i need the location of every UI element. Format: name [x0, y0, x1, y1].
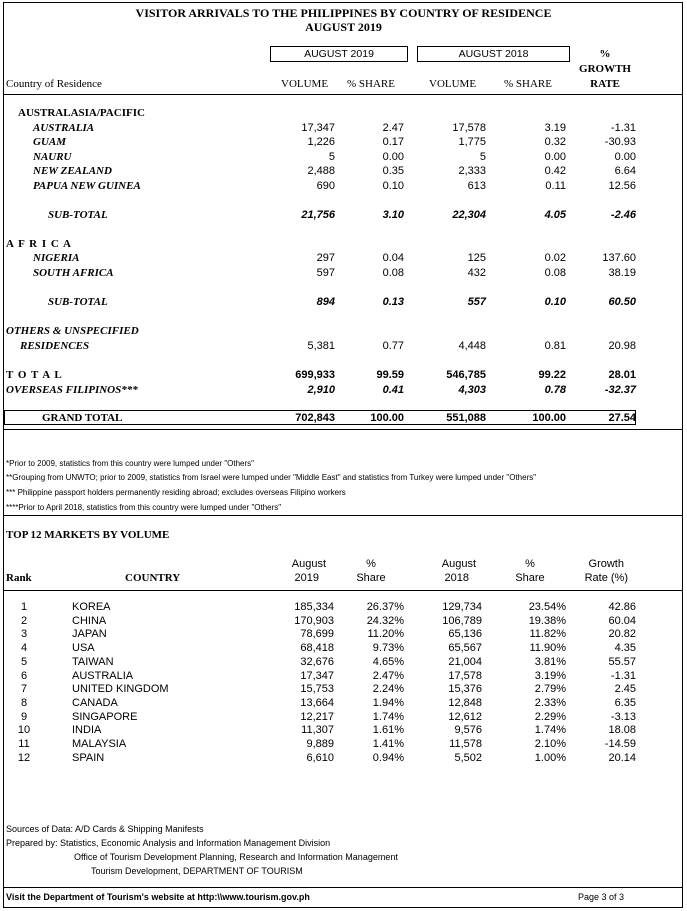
- top12-country: CHINA: [72, 614, 107, 627]
- top12-cell: 20.14: [608, 751, 636, 764]
- top12-cell: 5: [20, 655, 28, 668]
- top12-country: TAIWAN: [72, 655, 114, 668]
- share-2019-header: % SHARE: [347, 78, 395, 90]
- row-value: 297: [316, 252, 335, 264]
- row-label: NAURU: [33, 151, 72, 163]
- top12-cell: 2.10%: [534, 738, 566, 750]
- row-label: OVERSEAS FILIPINOS***: [6, 384, 138, 396]
- share-2018-header: % SHARE: [504, 78, 552, 90]
- top12-cell: 1.74%: [372, 710, 404, 723]
- top12-country: INDIA: [72, 724, 102, 737]
- row-value: 699,933: [295, 369, 335, 381]
- top12-cell: 13,664: [300, 696, 334, 709]
- row-label: GUAM: [33, 136, 67, 148]
- top12-cell: 12,848: [448, 696, 482, 709]
- top12-cell: 19.38%: [528, 614, 566, 627]
- row-value: 100.00: [370, 412, 404, 424]
- top12-cell: 1.41%: [372, 738, 404, 750]
- top12-country: AUSTRALIA: [72, 669, 134, 682]
- row-value: 0.41: [382, 384, 404, 396]
- row-value: 100.00: [532, 412, 566, 424]
- row-value: 0.04: [382, 252, 404, 264]
- top12-cell: 12,217: [300, 710, 334, 723]
- row-label: A F R I C A: [6, 238, 72, 250]
- top12-cell: 32,676: [300, 655, 334, 668]
- row-value: 0.00: [544, 151, 566, 163]
- volume-2018-header: VOLUME: [429, 78, 477, 90]
- top12-cell: 2.29%: [534, 710, 566, 723]
- top12-cell: 2.45: [614, 683, 636, 696]
- row-value: 690: [316, 180, 335, 192]
- top12-cell: 12: [17, 751, 31, 764]
- top12-cell: 11: [18, 738, 30, 750]
- top12-cell: 6,610: [306, 751, 334, 764]
- top12-cell: 68,418: [300, 642, 334, 655]
- top12-cell: 4.65%: [372, 655, 404, 668]
- top12-cell: 129,734: [442, 601, 482, 613]
- top12-cell: 78,699: [300, 628, 334, 641]
- top12-cell: 5,502: [454, 751, 482, 764]
- row-value: 6.64: [614, 165, 636, 177]
- top12-cell: 15,753: [300, 683, 334, 696]
- row-value: 4,303: [458, 384, 486, 396]
- top12-aug18-header-2: 2018: [444, 572, 469, 584]
- note-4: ****Prior to April 2018, statistics from this country were lumped under "Others": [6, 503, 282, 512]
- top12-cell: 1.94%: [372, 696, 404, 709]
- row-value: 557: [467, 296, 486, 308]
- top12-cell: 11.20%: [367, 628, 404, 641]
- row-value: 125: [467, 252, 486, 264]
- row-value: -2.46: [610, 209, 636, 221]
- row-value: 0.78: [544, 384, 566, 396]
- growth-header-rate: RATE: [590, 78, 620, 90]
- top12-share19-header-1: %: [366, 558, 376, 570]
- top12-cell: 9,889: [306, 738, 334, 750]
- row-label: AUSTRALASIA/PACIFIC: [18, 107, 145, 119]
- row-value: 0.02: [544, 252, 566, 264]
- top12-country: KOREA: [72, 601, 111, 613]
- row-value: 597: [316, 267, 335, 279]
- top12-header-divider: [4, 590, 682, 591]
- top12-cell: 2.47%: [372, 669, 404, 682]
- table-bottom-divider: [4, 429, 682, 430]
- top12-cell: 11,307: [301, 724, 334, 737]
- row-value: 702,843: [295, 412, 335, 424]
- row-value: 99.22: [538, 369, 566, 381]
- row-label: OTHERS & UNSPECIFIED: [6, 325, 139, 337]
- top12-cell: 1.74%: [534, 724, 566, 737]
- top12-cell: 1: [20, 601, 28, 613]
- row-value: 2.47: [382, 122, 404, 134]
- top12-cell: 3.81%: [534, 655, 566, 668]
- header-divider: [4, 94, 682, 95]
- top12-country: UNITED KINGDOM: [72, 683, 169, 696]
- row-label: NEW ZEALAND: [33, 165, 112, 177]
- top12-country: SPAIN: [72, 751, 105, 764]
- top12-cell: 11.82%: [529, 628, 566, 641]
- row-value: 432: [467, 267, 486, 279]
- top12-cell: -14.59: [604, 738, 636, 750]
- top12-cell: 26.37%: [366, 601, 404, 613]
- top12-cell: 23.54%: [528, 601, 566, 613]
- top12-cell: 4: [20, 642, 28, 655]
- row-value: 12.56: [608, 180, 636, 192]
- top12-cell: 20.82: [608, 628, 636, 641]
- top12-share19-header-2: Share: [356, 572, 386, 584]
- top12-country-header: COUNTRY: [125, 572, 181, 584]
- top12-cell: 2.24%: [372, 683, 404, 696]
- row-value: 5: [479, 151, 486, 163]
- row-label: GRAND TOTAL: [42, 412, 123, 424]
- top12-cell: 6: [20, 669, 28, 682]
- sources-line-2: Prepared by: Statistics, Economic Analysis and Information Management Division: [6, 838, 331, 848]
- top12-cell: 185,334: [294, 601, 334, 613]
- top12-cell: 1.00%: [534, 751, 566, 764]
- top12-aug18-header-1: August: [441, 558, 476, 570]
- row-value: 0.13: [382, 296, 404, 308]
- top12-cell: 24.32%: [366, 614, 404, 627]
- top12-cell: -3.13: [610, 710, 636, 723]
- top12-cell: 9.73%: [372, 642, 404, 655]
- grand-total-box: [4, 410, 636, 425]
- row-value: 0.42: [544, 165, 566, 177]
- row-value: 99.59: [376, 369, 404, 381]
- row-value: 613: [467, 180, 486, 192]
- top12-aug19-header-1: August: [291, 558, 326, 570]
- row-value: 17,578: [452, 122, 486, 134]
- sources-line-4: Tourism Development, DEPARTMENT OF TOURISM: [91, 866, 303, 876]
- row-value: 2,488: [307, 165, 335, 177]
- row-label: SUB-TOTAL: [48, 209, 108, 221]
- volume-2019-header: VOLUME: [281, 78, 329, 90]
- row-label: AUSTRALIA: [33, 122, 95, 134]
- website-link[interactable]: Visit the Department of Tourism's website at http:\\www.tourism.gov.ph: [6, 892, 310, 902]
- row-label: PAPUA NEW GUINEA: [33, 180, 141, 192]
- top12-aug19-header-2: 2019: [294, 572, 319, 584]
- row-value: 0.11: [545, 180, 566, 192]
- row-label: SUB-TOTAL: [48, 296, 108, 308]
- row-value: 894: [316, 296, 335, 308]
- row-value: 5: [328, 151, 335, 163]
- note-2: **Grouping from UNWTO; prior to 2009, statistics from Israel were lumped under "Middle East" and statistics from Turkey were lumped under "Others": [6, 473, 537, 482]
- row-value: 28.01: [608, 369, 636, 381]
- row-value: 0.32: [544, 136, 566, 148]
- notes-divider: [4, 515, 682, 516]
- top12-growth-header-1: Growth: [588, 558, 624, 570]
- note-3: *** Philippine passport holders permanently residing abroad; excludes overseas Filipino workers: [6, 488, 346, 497]
- top12-share18-header-1: %: [525, 558, 535, 570]
- row-value: 551,088: [446, 412, 486, 424]
- row-label: SOUTH AFRICA: [33, 267, 114, 279]
- top12-cell: 4.35: [614, 642, 636, 655]
- row-value: 3.10: [382, 209, 404, 221]
- top12-cell: 65,567: [448, 642, 482, 655]
- top12-cell: 0.94%: [372, 751, 404, 764]
- row-value: 0.81: [544, 340, 566, 352]
- row-value: 0.00: [614, 151, 636, 163]
- top12-cell: -1.31: [610, 669, 636, 682]
- top12-cell: 10: [17, 724, 31, 737]
- note-1: *Prior to 2009, statistics from this country were lumped under "Others": [6, 459, 255, 468]
- footer-divider: [4, 887, 682, 888]
- sources-line-3: Office of Tourism Development Planning, Research and Information Management: [74, 852, 398, 862]
- row-value: 546,785: [446, 369, 486, 381]
- row-value: 2,333: [458, 165, 486, 177]
- row-label: RESIDENCES: [20, 340, 90, 352]
- top12-country: MALAYSIA: [72, 738, 127, 750]
- row-value: 0.35: [382, 165, 404, 177]
- top12-cell: 3: [20, 628, 28, 641]
- top12-rank-header: Rank: [6, 572, 32, 584]
- row-value: 3.19: [544, 122, 566, 134]
- country-col-header: Country of Residence: [6, 78, 102, 90]
- row-value: 0.08: [382, 267, 404, 279]
- top12-cell: 18.08: [608, 724, 636, 737]
- top12-cell: 170,903: [294, 614, 334, 627]
- top12-cell: 11.90%: [529, 642, 566, 655]
- report-title: VISITOR ARRIVALS TO THE PHILIPPINES BY COUNTRY OF RESIDENCE: [135, 6, 552, 20]
- top12-cell: 55.57: [608, 655, 636, 668]
- sources-line-1: Sources of Data: A/D Cards & Shipping Manifests: [6, 824, 204, 834]
- row-value: 27.54: [608, 412, 636, 424]
- row-value: 0.10: [544, 296, 566, 308]
- top12-cell: 3.19%: [534, 669, 566, 682]
- row-value: 0.10: [382, 180, 404, 192]
- row-value: 2,910: [307, 384, 335, 396]
- top12-cell: 65,136: [448, 628, 482, 641]
- top12-cell: 42.86: [608, 601, 636, 613]
- top12-cell: 2.79%: [534, 683, 566, 696]
- row-value: 20.98: [608, 340, 636, 352]
- row-label: T O T A L: [6, 369, 63, 381]
- top12-cell: 17,347: [300, 669, 334, 682]
- top12-country: JAPAN: [72, 628, 107, 641]
- period-2018-header: AUGUST 2018: [417, 46, 570, 62]
- row-value: 22,304: [452, 209, 486, 221]
- top12-cell: 15,376: [448, 683, 482, 696]
- page-number: Page 3 of 3: [578, 892, 625, 902]
- row-value: -32.37: [604, 384, 636, 396]
- row-value: -30.93: [604, 136, 636, 148]
- top12-cell: 7: [20, 683, 28, 696]
- top12-cell: 11,578: [449, 738, 482, 750]
- row-value: 1,226: [307, 136, 335, 148]
- growth-header-pct: %: [599, 48, 611, 60]
- row-value: 5,381: [307, 340, 335, 352]
- top12-country: SINGAPORE: [72, 710, 138, 723]
- row-value: 137.60: [602, 252, 636, 264]
- top12-cell: 106,789: [442, 614, 482, 627]
- top12-cell: 2: [20, 614, 28, 627]
- top12-cell: 2.33%: [534, 696, 566, 709]
- top12-country: CANADA: [72, 696, 118, 709]
- row-value: -1.31: [610, 122, 636, 134]
- top12-cell: 60.04: [608, 614, 636, 627]
- row-value: 1,775: [458, 136, 486, 148]
- report-subtitle: AUGUST 2019: [305, 20, 382, 34]
- row-value: 0.08: [544, 267, 566, 279]
- top12-cell: 9,576: [454, 724, 482, 737]
- row-value: 0.00: [382, 151, 404, 163]
- top12-cell: 12,612: [448, 710, 482, 723]
- row-value: 17,347: [301, 122, 335, 134]
- period-2019-header: AUGUST 2019: [270, 46, 408, 62]
- row-value: 4.05: [544, 209, 566, 221]
- top12-cell: 1.61%: [372, 724, 404, 737]
- top12-cell: 8: [20, 696, 28, 709]
- top12-cell: 17,578: [448, 669, 482, 682]
- top12-cell: 9: [20, 710, 28, 723]
- top12-share18-header-2: Share: [515, 572, 545, 584]
- row-value: 0.17: [382, 136, 404, 148]
- top12-country: USA: [72, 642, 95, 655]
- row-value: 0.77: [382, 340, 404, 352]
- top12-growth-header-2: Rate (%): [584, 572, 628, 584]
- row-value: 21,756: [301, 209, 335, 221]
- top12-cell: 6.35: [614, 696, 636, 709]
- row-value: 38.19: [608, 267, 636, 279]
- top12-title: TOP 12 MARKETS BY VOLUME: [6, 529, 170, 541]
- growth-header-growth: GROWTH: [579, 63, 631, 75]
- row-value: 60.50: [608, 296, 636, 308]
- row-value: 4,448: [458, 340, 486, 352]
- top12-cell: 21,004: [448, 655, 482, 668]
- row-label: NIGERIA: [33, 252, 80, 264]
